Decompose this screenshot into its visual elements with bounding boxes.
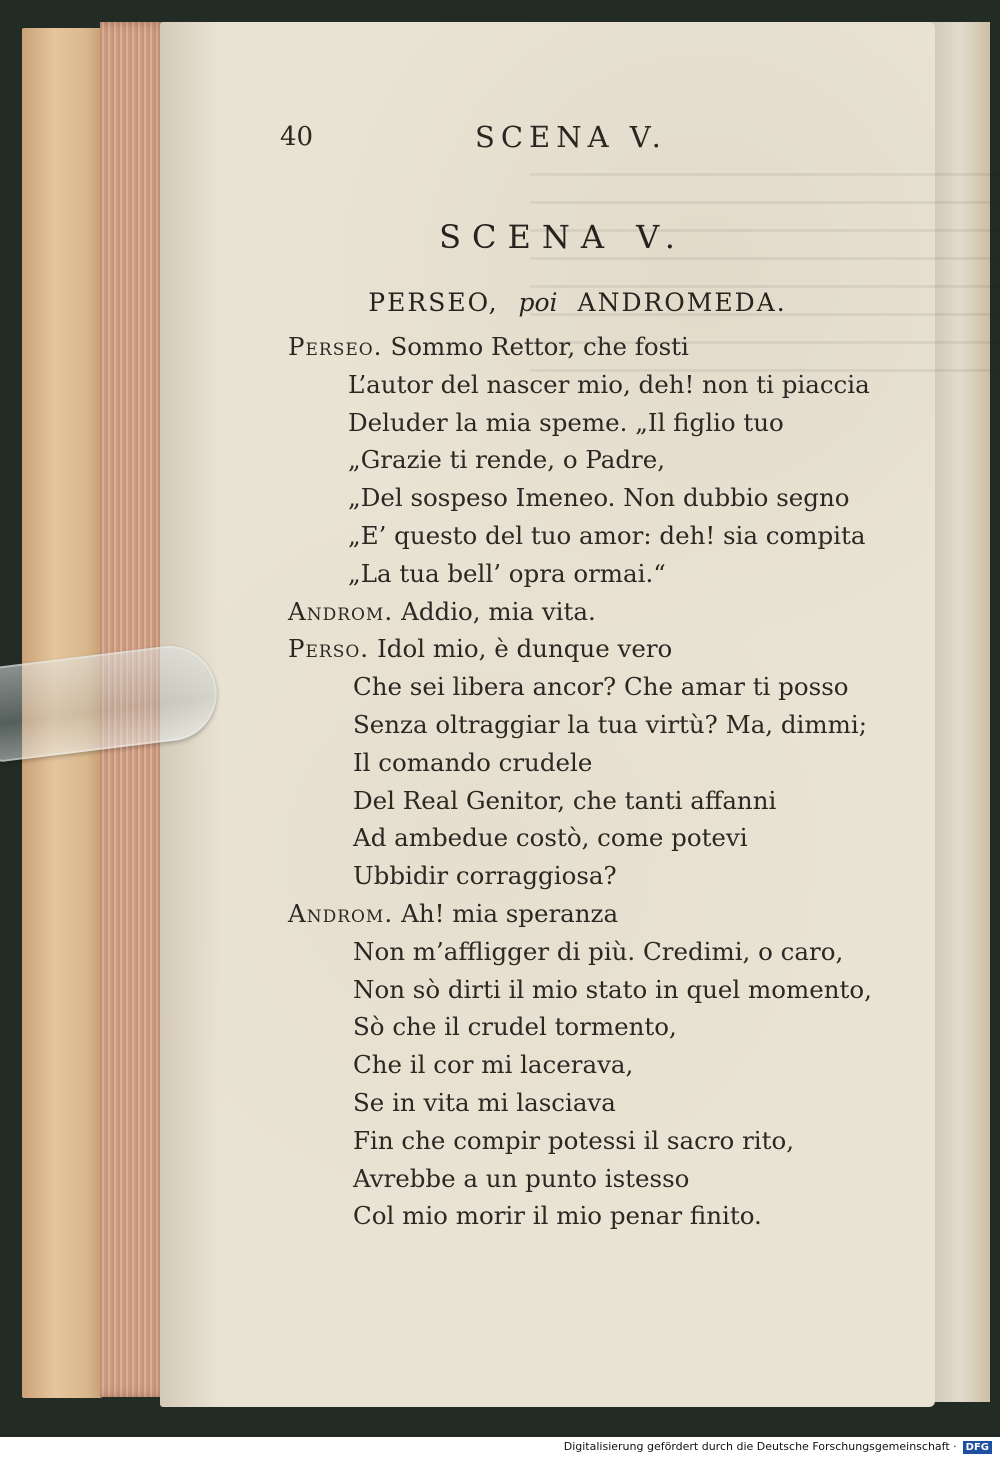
verse-text: Non sò dirti il mio stato in quel momento, — [353, 974, 872, 1004]
verse-line — [288, 479, 928, 517]
digitization-footer — [0, 1437, 1000, 1457]
verse-text: Che sei libera ancor? Che amar ti posso — [353, 672, 849, 702]
verse-text: Sò che il crudel tormento, — [353, 1012, 677, 1042]
verse-line — [288, 782, 928, 820]
verse-line — [288, 1084, 928, 1122]
page-number: 40 — [280, 122, 314, 152]
facing-page-edge — [930, 22, 990, 1402]
verse-text: L’autor del nascer mio, deh! non ti piaccia — [348, 369, 870, 399]
verse-line — [288, 1122, 928, 1160]
verse-line — [288, 857, 928, 895]
verse-text: Fin che compir potessi il sacro rito, — [353, 1125, 794, 1155]
running-title: SCENA V. — [475, 120, 667, 154]
verse-line — [288, 971, 928, 1009]
speaker-label: Androm. — [288, 898, 394, 928]
verse-line — [288, 933, 928, 971]
verse-line — [288, 895, 928, 933]
verse-text: Col mio morir il mio penar finito. — [353, 1201, 762, 1231]
verse-text: Non m’affligger di più. Credimi, o caro, — [353, 936, 844, 966]
character-andromeda: ANDROMEDA. — [577, 288, 787, 317]
footer-credit: Digitalisierung gefördert durch die Deutsche Forschungsgemeinschaft · — [563, 1440, 957, 1453]
verse-line — [288, 630, 928, 668]
verse-text: Del Real Genitor, che tanti affanni — [353, 785, 777, 815]
verse-text: Sommo Rettor, che fosti — [390, 332, 689, 361]
verse-text: „La tua bell’ opra ormai.“ — [348, 558, 666, 588]
scene-characters — [160, 288, 935, 317]
dfg-logo: DFG — [963, 1441, 992, 1454]
verse-text: Addio, mia vita. — [401, 596, 596, 626]
verse-text: „Grazie ti rende, o Padre, — [348, 445, 666, 475]
verse-line — [288, 744, 928, 782]
verse-text: Idol mio, è dunque vero — [377, 634, 673, 664]
verse-text: Ubbidir corraggiosa? — [353, 861, 617, 891]
verse-text: Ad ambedue costò, come potevi — [353, 823, 748, 853]
verse-line — [288, 404, 928, 442]
speaker-label: Perseo. — [288, 332, 383, 361]
verse-text: Se in vita mi lasciava — [353, 1087, 616, 1117]
verse-line — [288, 668, 928, 706]
verse-line — [288, 1160, 928, 1198]
verse-line — [288, 1046, 928, 1084]
speaker-label: Perso. — [288, 634, 370, 664]
verse-text: Ah! mia speranza — [401, 898, 619, 928]
verse-line — [288, 517, 928, 555]
verse-text: Senza oltraggiar la tua virtù? Ma, dimmi; — [353, 709, 867, 739]
verse-line — [288, 1197, 928, 1235]
verse-text: Deluder la mia speme. „Il figlio tuo — [348, 407, 784, 437]
verse-line — [288, 328, 928, 366]
verse-line — [288, 706, 928, 744]
running-header — [160, 122, 935, 162]
verse-line — [288, 555, 928, 593]
verse-line — [288, 366, 928, 404]
verse-body — [288, 328, 928, 1235]
verse-text: Che il cor mi lacerava, — [353, 1050, 634, 1080]
scene-title: SCENA V. — [439, 218, 686, 256]
verse-text: „Del sospeso Imeneo. Non dubbio segno — [348, 483, 850, 513]
character-conjunction: poi — [518, 288, 558, 317]
book-page — [160, 22, 935, 1407]
speaker-label: Androm. — [288, 596, 394, 626]
verse-text: Avrebbe a un punto istesso — [353, 1163, 690, 1193]
verse-text: Il comando crudele — [353, 747, 593, 777]
character-perseo: PERSEO, — [368, 288, 499, 317]
verse-text: „E’ questo del tuo amor: deh! sia compita — [348, 520, 866, 550]
verse-line — [288, 819, 928, 857]
verse-line — [288, 593, 928, 631]
verse-line — [288, 441, 928, 479]
verse-line — [288, 1008, 928, 1046]
